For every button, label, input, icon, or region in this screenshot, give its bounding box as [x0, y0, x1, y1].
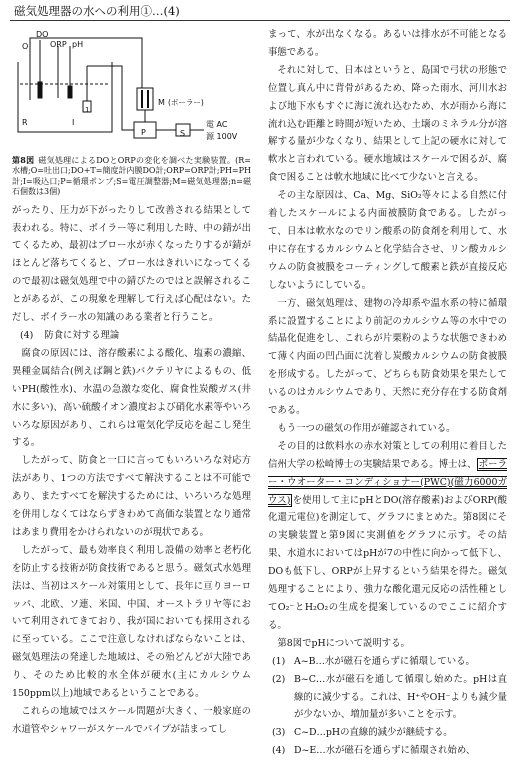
do-probe-tip	[38, 82, 42, 98]
paragraph: 腐食の原因には、溶存酸素による酸化、塩素の濃縮、異種金属結合(例えば鋼と鉄)バクテリヤによるもの、低いPH(酸性水)、水温の急激な変化、腐食性炭酸ガス(井水に多い)、高い硫酸イオン濃度および硝化水素等やいろいろな原因があり、これらは電気化学反応を起こし発生する。	[12, 347, 251, 449]
paragraph: まって、水が出なくなる。あるいは排水が不可能となる事態である。	[268, 29, 507, 58]
top-return-line	[30, 38, 142, 88]
paragraph: したがって、防食と一口に言ってもいろいろな対応方法があり、1つの方法ですべて解決することは不可能であり、またすべてを解決するためには、いろいろな処理を併用しなくてはならずきわめて高価な装置となり通常はあまり費用をかけられないのが現状である。	[12, 455, 251, 538]
list-item	[268, 724, 507, 742]
list-item	[268, 653, 507, 671]
list-item-number: (3)	[272, 727, 286, 739]
section-heading	[12, 327, 251, 345]
list-item-text: C~D…pHの直線的減少が継続する。	[294, 727, 453, 739]
paragraph	[268, 438, 507, 635]
paragraph: もう一つの磁気の作用が確認されている。	[277, 422, 456, 434]
label-r: R	[22, 118, 28, 127]
list-item-text: A~B…水が磁石を通らずに循環している。	[294, 655, 475, 667]
paragraph-part: を使用して主にpHとDO(溶存酸素)およびORP(酸化還元電位)を測定して、グラフにまとめた。第8図にその実験装置と第9図に実測値をグラフに示す。その結果、水道水においてはpHが7の中性に向かって低下し、DOも低下し、ORPが上昇するという結果を得た。磁気処理することにより、強力な酸化還元反応の活性種としてO₂⁻とH₂O₂の生成を提案しているのでここに紹介する。	[268, 494, 507, 631]
list-item	[268, 742, 507, 760]
right-column	[268, 26, 507, 760]
label-orp: ORP	[50, 40, 67, 49]
pwc-device-name: ボーラー・ウオーター・コンディショナー(PWC)(磁力6000ガウス)	[268, 458, 507, 506]
paragraph: したがって、最も効率良く利用し設備の効率と老朽化を防止する技術が防食技術であると思う。磁気式水処理法は、当初はスケール対策用として、長年に亘りヨーロッパ、北欧、ソ連、米国、中国、オーストラリヤ等において利用されてきており、我が国においても採用されるに至っている。ここで注意しなければならないことは、磁気処理法の発達した地域は、その殆どんどが大陸であり、そのため比較的水全体が硬水(主にカルシウム150ppm以上)地域であるということである。	[12, 544, 251, 700]
water-tank	[18, 62, 112, 132]
label-power-voltage: 源 100V	[206, 132, 238, 141]
label-s: S	[180, 129, 186, 138]
label-m: M	[158, 98, 165, 107]
paragraph: 一方、磁気処理は、建物の冷却系や温水系の特に循環系に設置することにより前記のカルシウム等の水中での結晶化促進をし、これらが片栗粉のような状態できわめて薄く内面の凹凸面に沈着し炭酸カルシウムの防食被膜を形成する。したがって、どちらも防食効果を果たしているのはカルシウムであり、天然に充分存在する防食剤である。	[268, 297, 507, 417]
paragraph: 第8図でpHについて説明する。	[277, 637, 410, 649]
figure-number: 第8図	[12, 155, 35, 165]
figure-caption-text: 磁気処理によるDOとORPの変化を調べた実験装置。(R=水槽;O=吐出口;DO+T=簡度計内膜DO計;ORP=ORP計;PH=PH計;I=吸込口;P=循環ポンプ;S=電圧調整器;M=磁気処理器;n=磁石個数は3個)	[12, 156, 251, 197]
experiment-apparatus-figure	[12, 26, 251, 152]
list-item-text: D~E…水が磁石を通らずに循環され始め、	[294, 745, 476, 757]
pump-suction-line	[87, 66, 134, 130]
section-number: (4)	[20, 329, 34, 341]
label-do: DO	[36, 30, 49, 39]
label-power: 電 AC	[206, 120, 228, 129]
numbered-list	[268, 653, 507, 760]
figure-caption	[12, 155, 251, 198]
label-p: P	[141, 128, 146, 137]
label-i: I	[72, 118, 75, 127]
list-item-text: B~C…水が磁石を通して循環し始めた。pHは直線的に減少する。これは、H⁺やOH⁻よりも減少量が少ないか、増加量が多いことを示す。	[294, 673, 507, 721]
header-rule	[10, 20, 510, 21]
paragraph: がったり、圧力が下がったりして改善される結果として表われる。特に、ボイラー等に利用した時、中の錆が出てくるため、最初はブロー水が赤くなったりするが錆がほとんど落ちてくると、ブロー水はきれいになってくるので最初は磁気処理で中の錆びたのではと誤解されることがあるが、この現象を理解して行えば心配はない。ただし、ボイラー水の知識のある業者と行うこと。	[12, 204, 251, 324]
running-header: 磁気処理器の水への利用①…(4)	[14, 4, 180, 18]
magnet-unit	[137, 88, 153, 110]
ph-probe-tip	[68, 86, 72, 98]
left-column	[12, 26, 251, 739]
list-item	[268, 671, 507, 725]
paragraph: それに対して、日本はというと、島国で弓状の形態で位置し真ん中に背骨があるため、降った雨水、河川水および地下水もすぐに海に流れ込むため、水が雨から海に流れ込む距離と時間が短いため、土壌のミネラル分が溶解する量が少なくなり、結果として上記の硬水に対して軟水と言われている。硬水地域はスケールで困るが、腐食で困ることは軟水地域に比べて少ないと言える。	[268, 64, 507, 184]
paragraph-part: その目的は飲料水の赤水対策としての利用に着目した信州大学の松崎博士の実験結果である。博士は、	[268, 440, 507, 470]
label-m-paren: (ボーラー)	[168, 98, 204, 107]
list-item-number: (2)	[272, 673, 286, 685]
list-item-number: (1)	[272, 655, 286, 667]
label-o: O	[22, 42, 29, 51]
label-ph: pH	[72, 40, 84, 49]
section-title: 防食に対する理論	[44, 329, 120, 341]
label-one: 1	[85, 106, 90, 114]
list-item-number: (4)	[272, 745, 286, 757]
paragraph: これらの地域ではスケール問題が大きく、一般家庭の水道管やシャワーがスケールでパイプが詰まってし	[12, 706, 251, 735]
paragraph: その主な原因は、Ca、Mg、SiO₂等々による自然に付着したスケールによる内面被膜防食である。したがって、日本は軟水なのでリン酸系の防食剤を利用して、水中に存在するカルシウムと化学結合させ、リン酸カルシウムの防食被膜をコーティングして酸素と鉄が直接反応しないようにしている。	[268, 190, 507, 291]
